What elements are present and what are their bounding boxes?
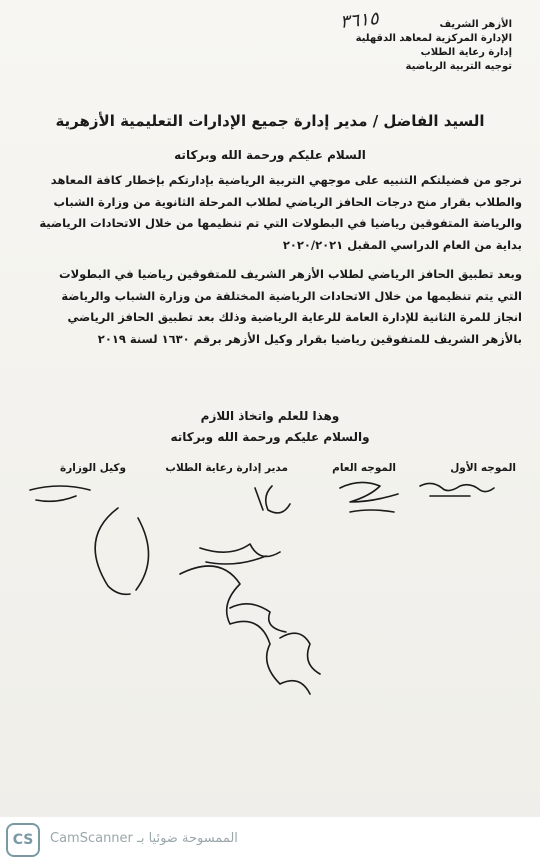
signature-first-supervisor bbox=[420, 483, 494, 491]
letter-body bbox=[10, 170, 522, 350]
signatory-ministry-deputy: وكيل الوزارة bbox=[60, 462, 126, 474]
addressee: السيد الفاضل / مدير إدارة جميع الإدارات التعليمية الأزهرية bbox=[55, 112, 485, 130]
letterhead-line: الأزهر الشريف bbox=[439, 19, 512, 30]
body-line: والرياضة المتفوقين رياضيا في البطولات التي تم تنظيمها من خلال الاتحادات الرياضية bbox=[39, 216, 522, 230]
camscanner-watermark: CamScanner الممسوحة ضوئيا بـ bbox=[50, 831, 238, 846]
letterhead-line: إدارة رعاية الطلاب bbox=[420, 47, 512, 58]
signatory-general-supervisor: الموجه العام bbox=[332, 462, 396, 474]
body-line: بداية من العام الدراسي المقبل ٢٠٢٠/٢٠٢١ bbox=[282, 237, 522, 252]
closing-line: والسلام عليكم ورحمة الله وبركاته bbox=[170, 430, 370, 444]
handwritten-signatures bbox=[0, 478, 540, 718]
letterhead bbox=[322, 18, 512, 74]
body-line: بالأزهر الشريف للمتفوقين رياضيا بقرار وكيل الأزهر برقم ١٦٣٠ لسنة ٢٠١٩ bbox=[97, 331, 522, 346]
scanner-footer bbox=[0, 817, 540, 863]
letterhead-line: الإدارة المركزية لمعاهد الدقهلية bbox=[355, 33, 512, 44]
body-line: نرجو من فضيلتكم التنبيه على موجهي التربية الرياضية بإدارتكم بإخطار كافة المعاهد bbox=[50, 173, 522, 187]
signatory-first-supervisor: الموجه الأول bbox=[450, 462, 516, 474]
signature-general-supervisor bbox=[340, 482, 398, 512]
signature-deputy bbox=[30, 486, 90, 501]
signature-director bbox=[255, 486, 290, 513]
body-line: انجاز للمرة الثانية للإدارة العامة للرعاية الرياضية وذلك بعد تطبيق الحافز الرياضي bbox=[67, 310, 522, 324]
body-line: وبعد تطبيق الحافز الرياضي لطلاب الأزهر الشريف للمتفوقين رياضيا في البطولات bbox=[59, 267, 522, 281]
signatory-titles bbox=[28, 462, 516, 478]
signatory-student-affairs-director: مدير إدارة رعاية الطلاب bbox=[165, 462, 288, 474]
approval-scrawl bbox=[180, 566, 310, 694]
closing bbox=[0, 406, 540, 448]
body-line: التي يتم تنظيمها من خلال الاتحادات الرياضية المختلفة من وزارة الشباب والرياضة bbox=[61, 288, 522, 303]
greeting: السلام عليكم ورحمة الله وبركاته bbox=[174, 148, 366, 162]
closing-line: وهذا للعلم واتخاذ اللازم bbox=[200, 409, 340, 423]
letterhead-line: توجيه التربية الرياضية bbox=[405, 61, 512, 72]
reference-number: ٣٦١٥ bbox=[339, 8, 380, 33]
body-line: والطلاب بقرار منح درجات الحافز الرياضي لطلاب المرحلة الثانوية من وزارة الشباب bbox=[53, 194, 522, 209]
camscanner-logo-icon: CS bbox=[6, 823, 40, 857]
